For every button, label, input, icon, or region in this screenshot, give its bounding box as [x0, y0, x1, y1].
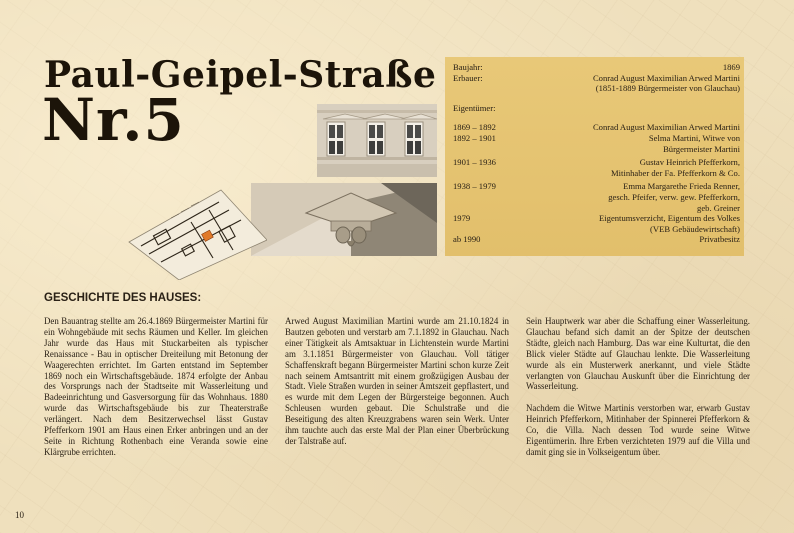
owner-name: Gustav Heinrich Pfefferkorn, Mitinhaber der Fa. Pfefferkorn & Co.: [611, 157, 740, 178]
owner-name: Privatbesitz: [699, 234, 740, 245]
owner-row: [453, 181, 740, 213]
owner-years: 1869 – 1892: [453, 122, 496, 133]
owner-name: Eigentumsverzicht, Eigentum des Volkes (VEB Gebäudewirtschaft): [599, 213, 740, 234]
paragraph: Arwed August Maximilian Martini wurde am 21.10.1824 in Bautzen geboten und verstarb am 7.1.1892 in Glauchau. Nach einer Tätigkeit als Amtsaktuar in Lichtenstein wurde Martini am 3.1.1851 Bürgermeister von Glauchau. Voll tätiger Schaffenskraft begann Bürgermeister Martini schon kurze Zeit nach seinem Amtsantritt mit einem großzügigen Ausbau der Stadt. Viele Straßen wurden in seiner Amtszeit gepflastert, und es wurde mit dem Legen der Bürgersteige begonnen. Auch Schleusen wurden gebaut. Die Schulstraße und die Beseitigung des alten Kreuzgrabens waren sein Werk. Unter ihm tauchte auch das erste Mal der Plan einer Überbrückung der Talstraße auf.: [285, 316, 509, 446]
baujahr-label: Baujahr:: [453, 62, 483, 72]
owner-row: [453, 213, 740, 234]
photo-corbel-detail: [251, 183, 437, 256]
info-row-eigentuemer: [453, 103, 740, 114]
page-title-number: Nr.5: [42, 86, 185, 154]
map-fragment-image: [121, 188, 267, 280]
owner-years: 1938 – 1979: [453, 181, 496, 192]
owner-row: [453, 234, 740, 245]
page-title-street: Paul-Geipel-Straße: [44, 54, 437, 96]
building-info-panel: [445, 57, 744, 256]
paragraph: Den Bauantrag stellte am 26.4.1869 Bürgermeister Martini für ein Wohngebäude mit sechs Räumen und Keller. Im gleichen Jahr wurde das Haus mit Stuckarbeiten als typischer Renaissance - Bau in optischer Dreiteilung mit Betonung der Waagerechten errichtet. Im Garten entstand im September 1869 noch ein Wirtschaftsgebäude. 1874 erfolgte der Anbau des Vorsprungs nach der Stadtseite mit Wasserleitung und Badeeinrichtung und Gasversorgung für das Wohnhaus. 1880 wurde das Wirtschaftsgebäude bis zur Theaterstraße verlängert. Nach dem Besitzerwechsel lässt Gustav Pfefferkorn 1901 am Haus einen Erker anbringen und an der Seite in Richtung Rothenbach eine Veranda sowie eine Klärgrube errichten.: [44, 316, 268, 457]
text-column-2: [285, 316, 509, 447]
text-column-1: [44, 316, 268, 458]
owner-years: ab 1990: [453, 234, 481, 245]
owner-name: Selma Martini, Witwe von Bürgermeister Martini: [648, 132, 740, 154]
owner-years: 1892 – 1901: [453, 132, 496, 143]
erbauer-value: [593, 73, 740, 94]
info-row-baujahr: [453, 62, 740, 73]
owner-years: 1901 – 1936: [453, 157, 496, 168]
baujahr-value: 1869: [722, 62, 740, 72]
owner-name: Emma Margarethe Frieda Renner, gesch. Pfeifer, verw. gew. Pfefferkorn, geb. Greiner: [608, 181, 740, 213]
photo-facade-windows: [317, 104, 437, 177]
owner-name: Conrad August Maximilian Arwed Martini: [592, 122, 740, 133]
erbauer-value-line: Conrad August Maximilian Arwed Martini: [592, 72, 740, 83]
owner-years: 1979: [453, 213, 471, 224]
owner-row: [453, 133, 740, 154]
page-number: 10: [15, 510, 24, 520]
info-row-erbauer: [453, 73, 740, 94]
eigentuemer-label: Eigentümer:: [453, 102, 496, 113]
text-column-3: [526, 316, 750, 458]
section-heading: GESCHICHTE DES HAUSES:: [44, 292, 202, 304]
erbauer-label: Erbauer:: [453, 72, 483, 83]
paragraph: Sein Hauptwerk war aber die Schaffung einer Wasserleitung. Glauchau befand sich damit an der Spitze der deutschen Städte, gleich nach Hamburg. Das war eine Kulturtat, die den Blick vieler Städte auf Glauchau lenkte. Die Wasserleitung wurde als ein Musterwerk anerkannt, und viele Städte verlangten von Glauchau Auskunft über die Einrichtung der Wasserleitung.: [526, 316, 750, 392]
erbauer-value-line: (1851-1889 Bürgermeister von Glauchau): [595, 83, 740, 94]
owner-row: [453, 157, 740, 178]
paragraph: Nachdem die Witwe Martinis verstorben war, erwarb Gustav Heinrich Pfefferkorn, Mitinhaber der Spinnerei Pfefferkorn & Co, die Villa. Nach dessen Tod wurde seine Witwe Eigentümerin. Ihre Erben verzichteten 1979 auf die Villa und damit ging sie in Volkseigentum über.: [526, 403, 750, 457]
owner-row: [453, 122, 740, 133]
